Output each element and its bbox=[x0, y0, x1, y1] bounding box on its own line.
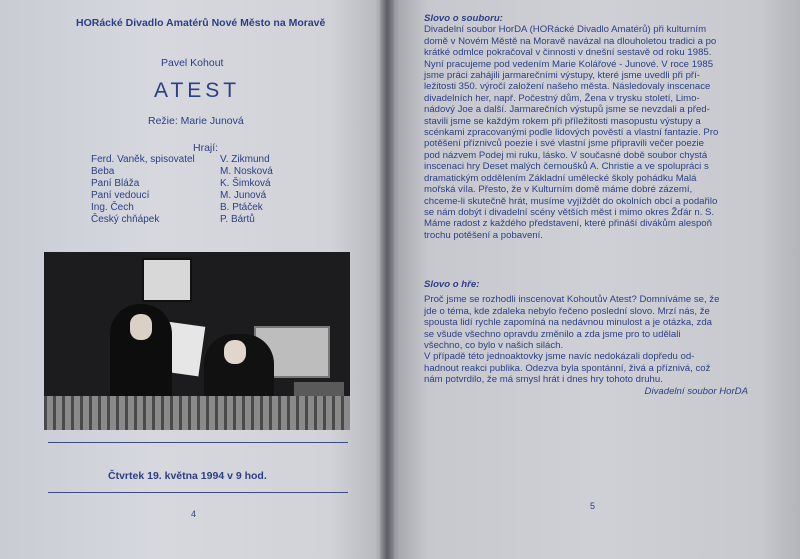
cast-actor: B. Ptáček bbox=[220, 202, 263, 213]
text-line: chceme-li skutečně hrát, musíme vyjíždět do okolních obcí a podařilo bbox=[424, 195, 718, 207]
cast-actor: K. Šimková bbox=[220, 178, 271, 189]
text-line: se všude všechno opravdu změnilo a zda jsme pro to udělali bbox=[424, 328, 681, 340]
date-rule-top bbox=[48, 442, 348, 443]
signature: Divadelní soubor HorDA bbox=[644, 385, 748, 397]
stage-photo bbox=[44, 252, 350, 430]
text-line: krátké odmlce pokračoval v činnosti v dnešní sestavě od roku 1985. bbox=[424, 47, 712, 59]
section-body bbox=[424, 294, 758, 385]
cast-role: Paní Bláža bbox=[91, 178, 140, 189]
text-line: trochu potěšení a pobavení. bbox=[424, 229, 543, 241]
text-line: dramatickým oddělením Základní umělecké školy pohádku Malá bbox=[424, 172, 697, 184]
cast-list bbox=[91, 154, 301, 226]
date-rule-bottom bbox=[48, 492, 348, 493]
text-line: divadelních her, např. Počestný dům, Žena v trysku století, Limo- bbox=[424, 92, 700, 104]
text-line: jde o téma, kde zdaleka nebylo řečeno poslední slovo. Mrzí nás, že bbox=[424, 305, 710, 317]
section-heading: Slovo o hře: bbox=[424, 279, 480, 290]
text-line: hadnout reakci publika. Odezva byla spontánní, živá a příznivá, což bbox=[424, 362, 711, 374]
text-line: Divadelní soubor HorDA (HORácké Divadlo Amatérů) při kulturním bbox=[424, 24, 707, 36]
text-line: se nám dobýt i divadelní scény větších měst i mimo okres Žďár n. S. bbox=[424, 206, 715, 218]
theatre-name: HORácké Divadlo Amatérů Nové Město na Moravě bbox=[76, 17, 326, 29]
text-line: ležitosti 350. výročí založení našeho města. Následovaly inscenace bbox=[424, 81, 711, 93]
cast-role: Paní vedoucí bbox=[91, 190, 150, 201]
photo-screen bbox=[142, 258, 192, 302]
photo-railing bbox=[44, 396, 350, 430]
text-line: nám potvrdilo, že má smysl hrát i dnes hry tohoto druhu. bbox=[424, 374, 663, 386]
cast-row bbox=[91, 190, 301, 202]
text-line: mořská víla. Přesto, že v Kulturním domě máme dobré zázemí, bbox=[424, 184, 693, 196]
cast-role: Beba bbox=[91, 166, 115, 177]
performance-date: Čtvrtek 19. května 1994 v 9 hod. bbox=[108, 470, 267, 482]
cast-actor: P. Bártů bbox=[220, 214, 255, 225]
cast-row bbox=[91, 154, 301, 166]
book-gutter bbox=[380, 0, 394, 559]
cast-role: Ferd. Vaněk, spisovatel bbox=[91, 154, 195, 165]
text-line: pod názvem Podej mi ruku, lásko. V současné době soubor chystá bbox=[424, 149, 708, 161]
text-line: nádový Joe a další. Jarmarečních výstupů jsme se nevzdali a před- bbox=[424, 104, 710, 116]
cast-actor: V. Zikmund bbox=[220, 154, 270, 165]
text-line: scénkami zpracovanými podle lidových pověstí a vlastní fantazie. Pro bbox=[424, 127, 719, 139]
cast-heading: Hrají: bbox=[193, 142, 219, 154]
text-line: Máme radost z každého představení, které přináší divákům alespoň bbox=[424, 218, 712, 230]
play-title: ATEST bbox=[154, 79, 241, 102]
cast-row bbox=[91, 166, 301, 178]
text-line: jsme práci zahájili jarmarečními výstupy, které jsme uvedli při pří- bbox=[424, 70, 700, 82]
cast-row bbox=[91, 214, 301, 226]
text-line: Nyní pracujeme pod vedením Marie Kolářové - Junové. V roce 1985 bbox=[424, 58, 714, 70]
play-author: Pavel Kohout bbox=[161, 57, 224, 69]
text-line: spousta lidí rychle zapomíná na nedávnou minulost a je otázka, zda bbox=[424, 317, 712, 329]
page-number-left: 4 bbox=[191, 509, 197, 519]
text-line: Proč jsme se rozhodli inscenovat Kohoutův Atest? Domníváme se, že bbox=[424, 294, 720, 306]
text-line: inscenaci hry Deset malých černoušků A. Christie a ve spolupráci s bbox=[424, 161, 709, 173]
cast-actor: M. Junová bbox=[220, 190, 267, 201]
text-line: V případě této jednoaktovky jsme navíc nedokázali dopředu od- bbox=[424, 351, 695, 363]
text-line: potěšení příznivců poezie i své vlastní jsme připravili večer poezie bbox=[424, 138, 704, 150]
cast-role: Ing. Čech bbox=[91, 202, 134, 213]
photo-face-left bbox=[130, 314, 152, 340]
photo-face-right bbox=[224, 340, 246, 364]
text-line: domě v Novém Městě na Moravě navázal na dlouholetou tradici a po bbox=[424, 35, 717, 47]
cast-role: Český chňápek bbox=[91, 214, 160, 225]
text-line: stavili jsme se každým rokem při příležitosti masopustu výstupy a bbox=[424, 115, 701, 127]
section-about-ensemble bbox=[424, 13, 758, 241]
section-heading: Slovo o souboru: bbox=[424, 13, 503, 24]
cast-actor: M. Nosková bbox=[220, 166, 273, 177]
page-number-right: 5 bbox=[590, 501, 596, 511]
section-body bbox=[424, 24, 758, 241]
cast-row bbox=[91, 202, 301, 214]
director-credit: Režie: Marie Junová bbox=[148, 115, 244, 127]
text-line: všechno, co bylo v našich silách. bbox=[424, 340, 564, 352]
section-about-play bbox=[424, 279, 758, 397]
cast-row bbox=[91, 178, 301, 190]
